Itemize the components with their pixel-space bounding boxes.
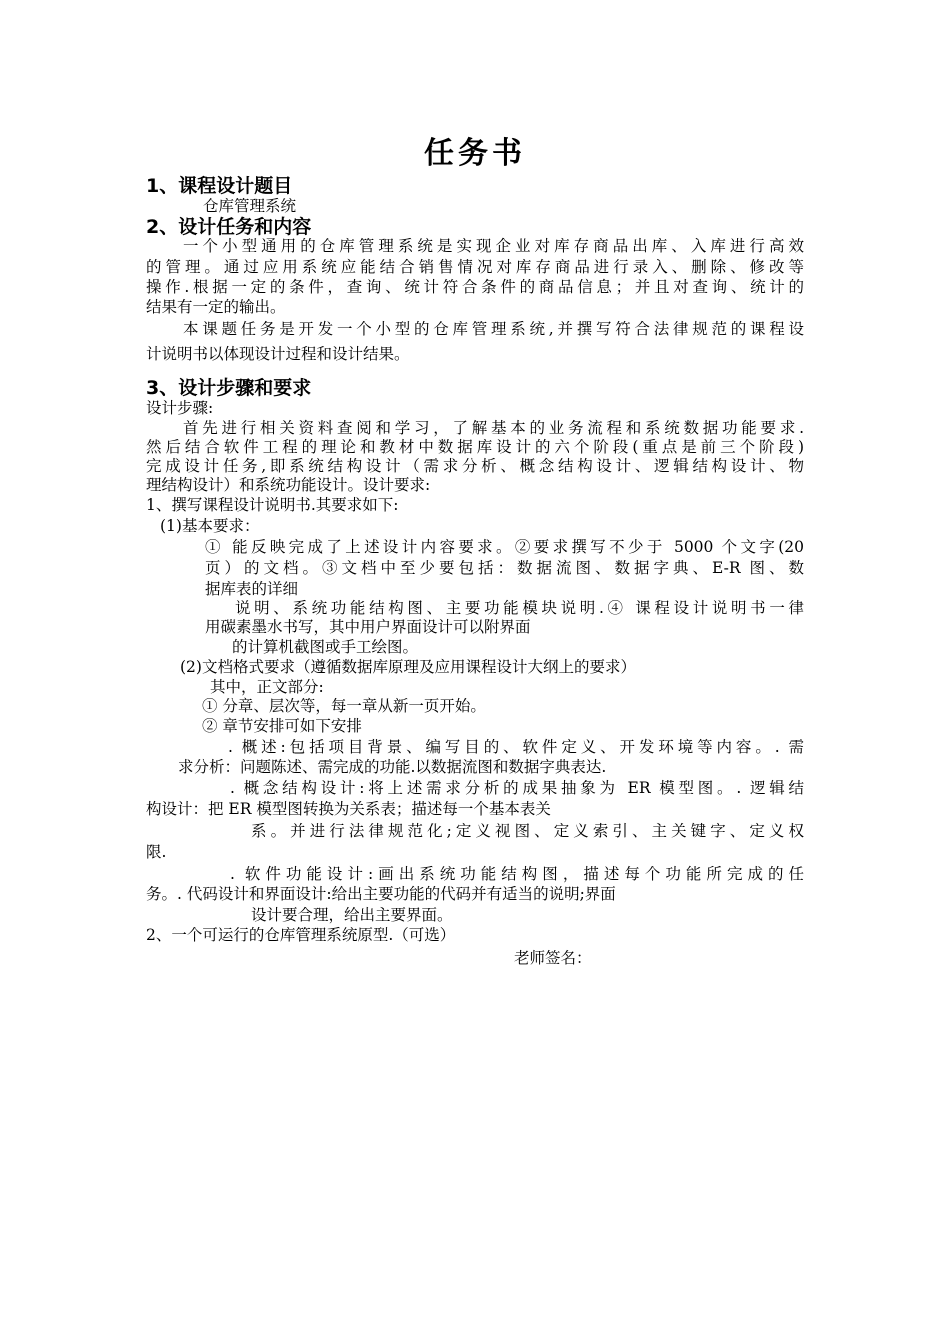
chapter-line: 设计要合理，给出主要界面。 xyxy=(251,906,453,924)
section-heading-1: 1、课程设计题目 xyxy=(146,175,293,197)
section-heading-3: 3、设计步骤和要求 xyxy=(146,377,312,399)
requirement-line: 用碳素墨水书写，其中用户界面设计可以附界面 xyxy=(205,618,531,636)
chapter-line: 求分析：问题陈述、需完成的功能.以数据流图和数据字典表达. xyxy=(178,758,607,776)
chapter-line: 系。并进行法律规范化;定义视图、定义索引、主关键字、定义权 xyxy=(251,822,804,840)
chapter-line: . 概述:包括项目背景、编写目的、软件定义、开发环境等内容。. 需 xyxy=(228,738,804,756)
format-line: ① 分章、层次等，每一章从新一页开始。 xyxy=(202,697,486,715)
requirement-subheading: (2)文档格式要求（遵循数据库原理及应用课程设计大纲上的要求） xyxy=(180,658,636,676)
steps-line: 然后结合软件工程的理论和教材中数据库设计的六个阶段(重点是前三个阶段) xyxy=(146,438,804,456)
steps-line: 首先进行相关资料查阅和学习，了解基本的业务流程和系统数据功能要求. xyxy=(183,419,804,437)
chapter-line: 限. xyxy=(146,843,167,861)
chapter-line: . 概念结构设计:将上述需求分析的成果抽象为 ER 模型图。. 逻辑结 xyxy=(230,779,804,797)
format-line: 其中，正文部分: xyxy=(210,678,324,696)
teacher-signature-label: 老师签名： xyxy=(514,949,592,967)
steps-label: 设计步骤: xyxy=(146,399,214,417)
steps-line: 完成设计任务,即系统结构设计（需求分析、概念结构设计、逻辑结构设计、物 xyxy=(146,457,804,475)
chapter-line: 务。. 代码设计和界面设计:给出主要功能的代码并有适当的说明;界面 xyxy=(146,885,616,903)
requirement-line: 页）的文档。③文档中至少要包括：数据流图、数据字典、E-R 图、数 xyxy=(205,559,804,577)
requirement-item: 2、一个可运行的仓库管理系统原型.（可选） xyxy=(146,926,456,944)
steps-line: 理结构设计）和系统功能设计。设计要求: xyxy=(146,476,431,494)
course-topic: 仓库管理系统 xyxy=(203,197,297,215)
requirement-item: 1、撰写课程设计说明书.其要求如下: xyxy=(146,496,399,514)
requirement-line: ① 能反映完成了上述设计内容要求。②要求撰写不少于 5000 个文字(20 xyxy=(205,538,804,556)
task-line: 一个小型通用的仓库管理系统是实现企业对库存商品出库、入库进行高效 xyxy=(183,237,804,255)
requirement-subheading: (1)基本要求： xyxy=(160,517,260,535)
task-line: 计说明书以体现设计过程和设计结果。 xyxy=(146,345,410,363)
format-line: ② 章节安排可如下安排 xyxy=(202,717,362,735)
chapter-line: . 软件功能设计:画出系统功能结构图，描述每个功能所完成的任 xyxy=(230,865,804,883)
task-line: 的管理。通过应用系统应能结合销售情况对库存商品进行录入、删除、修改等 xyxy=(146,258,804,276)
requirement-line: 的计算机截图或手工绘图。 xyxy=(232,638,419,656)
task-line: 结果有一定的输出。 xyxy=(146,298,286,316)
requirement-line: 说明、系统功能结构图、主要功能模块说明.④ 课程设计说明书一律 xyxy=(235,599,804,617)
task-line: 本课题任务是开发一个小型的仓库管理系统,并撰写符合法律规范的课程设 xyxy=(183,320,804,338)
page-title: 任务书 xyxy=(424,136,526,171)
requirement-line: 据库表的详细 xyxy=(205,580,299,598)
section-heading-2: 2、设计任务和内容 xyxy=(146,216,312,238)
chapter-line: 构设计：把 ER 模型图转换为关系表；描述每一个基本表关 xyxy=(146,800,551,818)
task-line: 操作.根据一定的条件，查询、统计符合条件的商品信息；并且对查询、统计的 xyxy=(146,278,804,296)
